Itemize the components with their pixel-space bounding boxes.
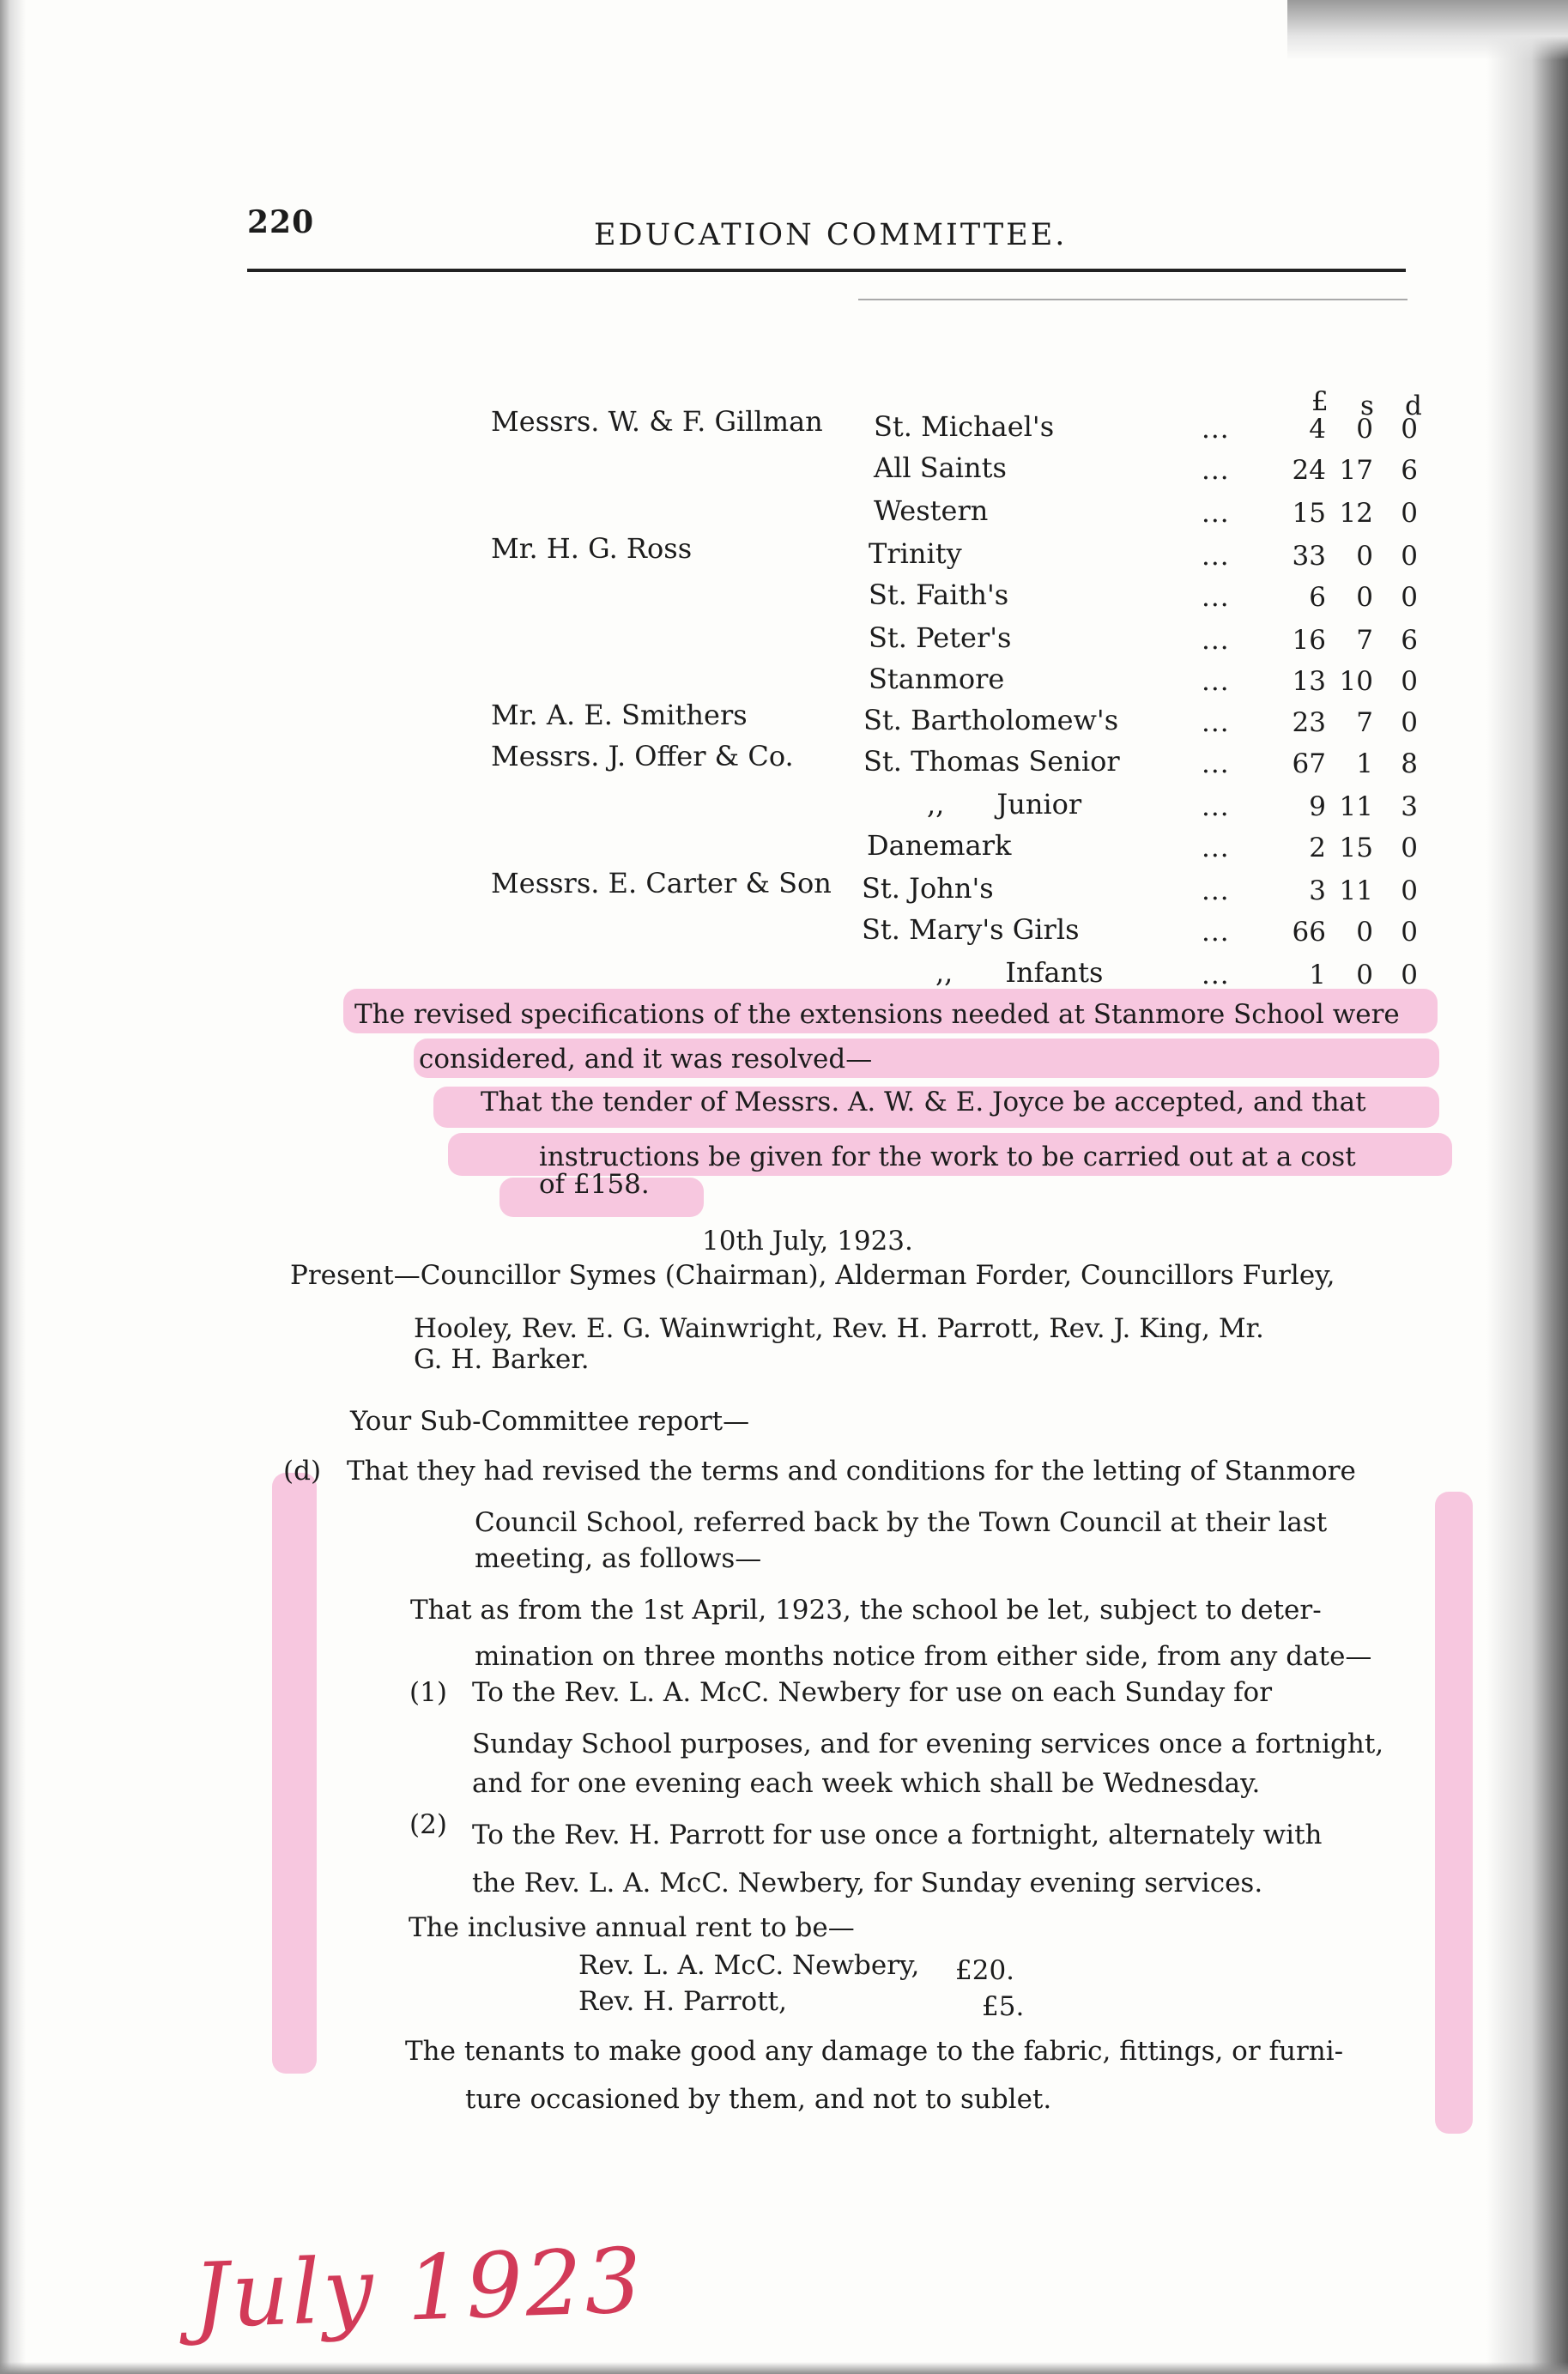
amount-pounds: 67 xyxy=(1292,748,1326,779)
school-name: St. Michael's xyxy=(874,410,1055,443)
amount-shillings: 0 xyxy=(1356,960,1373,990)
rent-2-name: Rev. H. Parrott, xyxy=(578,1986,787,2017)
school-name: Trinity xyxy=(869,537,962,570)
school-name: St. Thomas Senior xyxy=(863,745,1120,778)
item-d-line2: Council School, referred back by the Town Council at their last xyxy=(475,1507,1328,1538)
amount-shillings: 11 xyxy=(1339,791,1373,822)
condition-1-line1: To the Rev. L. A. McC. Newbery for use on each Sunday for xyxy=(472,1677,1273,1708)
amount-shillings: 0 xyxy=(1356,541,1373,572)
amount-pounds: 23 xyxy=(1292,707,1326,738)
rent-1-name: Rev. L. A. McC. Newbery, xyxy=(578,1950,920,1981)
amount-pounds: 2 xyxy=(1309,833,1326,863)
page-edge-right xyxy=(1486,0,1568,2374)
present-line2: Hooley, Rev. E. G. Wainwright, Rev. H. Parrott, Rev. J. King, Mr. xyxy=(414,1313,1264,1344)
rent-2-amount: £5. xyxy=(982,1991,1025,2022)
col-header-pence: d xyxy=(1405,391,1422,421)
contractor-name: Messrs. J. Offer & Co. xyxy=(491,740,794,772)
amount-pounds: 16 xyxy=(1292,625,1326,656)
page-title: EDUCATION COMMITTEE. xyxy=(594,218,1068,252)
resolution-line3: of £158. xyxy=(539,1169,650,1200)
rent-1-amount: £20. xyxy=(955,1955,1015,1986)
amount-pounds: 4 xyxy=(1309,414,1326,445)
amount-pence: 0 xyxy=(1401,414,1418,445)
amount-shillings: 7 xyxy=(1356,707,1373,738)
leader-dots: ... xyxy=(1202,875,1230,906)
leader-dots: ... xyxy=(1202,791,1230,822)
leader-dots: ... xyxy=(1202,455,1230,486)
school-name: St. Faith's xyxy=(869,578,1009,611)
leader-dots: ... xyxy=(1202,498,1230,529)
meeting-date: 10th July, 1923. xyxy=(702,1226,913,1257)
present-line3: G. H. Barker. xyxy=(414,1344,590,1375)
amount-pounds: 15 xyxy=(1292,498,1326,529)
terms-line2: mination on three months notice from either side, from any date— xyxy=(475,1641,1372,1672)
amount-pence: 0 xyxy=(1401,875,1418,906)
amount-shillings: 17 xyxy=(1339,455,1373,486)
page-number: 220 xyxy=(247,204,315,240)
header-rule xyxy=(247,269,1406,272)
condition-2-marker: (2) xyxy=(409,1809,447,1840)
amount-pounds: 1 xyxy=(1309,960,1326,990)
contractor-name: Messrs. W. & F. Gillman xyxy=(491,405,823,438)
amount-pence: 6 xyxy=(1401,625,1418,656)
leader-dots: ... xyxy=(1202,582,1230,613)
school-name: St. Mary's Girls xyxy=(862,913,1080,946)
amount-pence: 0 xyxy=(1401,498,1418,529)
contractor-name: Mr. H. G. Ross xyxy=(491,532,693,565)
school-name: St. Peter's xyxy=(869,621,1012,654)
leader-dots: ... xyxy=(1202,707,1230,738)
condition-2-line1: To the Rev. H. Parrott for use once a fortnight, alternately with xyxy=(472,1820,1323,1850)
amount-shillings: 10 xyxy=(1339,666,1373,697)
amount-shillings: 12 xyxy=(1339,498,1373,529)
contractor-name: Mr. A. E. Smithers xyxy=(491,699,748,731)
tenants-line1: The tenants to make good any damage to the fabric, fittings, or furni- xyxy=(405,2036,1344,2067)
page-edge-bottom xyxy=(0,2362,1568,2374)
header-rule-faint xyxy=(858,299,1408,300)
leader-dots: ... xyxy=(1202,833,1230,863)
amount-pounds: 13 xyxy=(1292,666,1326,697)
col-header-pounds: £ xyxy=(1311,386,1329,417)
rent-intro: The inclusive annual rent to be— xyxy=(409,1912,855,1943)
leader-dots: ... xyxy=(1202,917,1230,948)
amount-pounds: 66 xyxy=(1292,917,1326,948)
school-name: Stanmore xyxy=(869,663,1005,695)
amount-pence: 0 xyxy=(1401,707,1418,738)
present-line1: Present—Councillor Symes (Chairman), Alderman Forder, Councillors Furley, xyxy=(290,1260,1335,1291)
school-name: Western xyxy=(874,494,989,527)
amount-shillings: 1 xyxy=(1356,748,1373,779)
condition-1-line3: and for one evening each week which shall be Wednesday. xyxy=(472,1768,1261,1799)
condition-1-marker: (1) xyxy=(409,1677,447,1708)
amount-pence: 0 xyxy=(1401,960,1418,990)
highlight-margin-left xyxy=(272,1473,317,2074)
amount-pence: 0 xyxy=(1401,541,1418,572)
col-header-shillings: s xyxy=(1360,391,1374,421)
school-name: St. Bartholomew's xyxy=(863,704,1119,736)
contractor-name: Messrs. E. Carter & Son xyxy=(491,867,832,899)
leader-dots: ... xyxy=(1202,541,1230,572)
resolution-line2: instructions be given for the work to be carried out at a cost xyxy=(539,1142,1356,1172)
school-name: ,, Junior xyxy=(927,788,1082,821)
amount-shillings: 7 xyxy=(1356,625,1373,656)
amount-pence: 0 xyxy=(1401,833,1418,863)
highlight-margin-right xyxy=(1435,1492,1473,2134)
terms-line1: That as from the 1st April, 1923, the school be let, subject to deter- xyxy=(410,1595,1322,1626)
leader-dots: ... xyxy=(1202,414,1230,445)
page-edge-top xyxy=(1287,0,1568,60)
item-d-marker: (d) xyxy=(283,1456,322,1487)
stanmore-para-line1: The revised specifications of the extensions needed at Stanmore School were xyxy=(354,999,1400,1030)
amount-shillings: 15 xyxy=(1339,833,1373,863)
amount-shillings: 0 xyxy=(1356,582,1373,613)
school-name: ,, Infants xyxy=(935,956,1104,989)
item-d-line3: meeting, as follows— xyxy=(475,1543,762,1574)
school-name: Danemark xyxy=(867,829,1012,862)
amount-pounds: 33 xyxy=(1292,541,1326,572)
amount-pence: 0 xyxy=(1401,666,1418,697)
leader-dots: ... xyxy=(1202,625,1230,656)
leader-dots: ... xyxy=(1202,666,1230,697)
amount-pence: 3 xyxy=(1401,791,1418,822)
condition-2-line2: the Rev. L. A. McC. Newbery, for Sunday evening services. xyxy=(472,1868,1263,1899)
amount-pounds: 6 xyxy=(1309,582,1326,613)
amount-pounds: 24 xyxy=(1292,455,1326,486)
leader-dots: ... xyxy=(1202,748,1230,779)
item-d-line1: That they had revised the terms and conditions for the letting of Stanmore xyxy=(347,1456,1356,1487)
tenants-line2: ture occasioned by them, and not to sublet. xyxy=(465,2084,1052,2115)
stanmore-para-line2: considered, and it was resolved— xyxy=(419,1044,873,1075)
report-intro: Your Sub-Committee report— xyxy=(350,1406,750,1437)
amount-shillings: 11 xyxy=(1339,875,1373,906)
leader-dots: ... xyxy=(1202,960,1230,990)
amount-pounds: 9 xyxy=(1309,791,1326,822)
resolution-line1: That the tender of Messrs. A. W. & E. Joyce be accepted, and that xyxy=(481,1087,1366,1117)
amount-shillings: 0 xyxy=(1356,414,1373,445)
amount-pence: 0 xyxy=(1401,917,1418,948)
page-edge-left xyxy=(0,0,26,2374)
amount-pence: 0 xyxy=(1401,582,1418,613)
school-name: All Saints xyxy=(874,451,1007,484)
handwritten-date: July 1923 xyxy=(191,2227,646,2349)
amount-pounds: 3 xyxy=(1309,875,1326,906)
amount-pence: 8 xyxy=(1401,748,1418,779)
amount-shillings: 0 xyxy=(1356,917,1373,948)
amount-pence: 6 xyxy=(1401,455,1418,486)
school-name: St. John's xyxy=(862,872,994,905)
condition-1-line2: Sunday School purposes, and for evening services once a fortnight, xyxy=(472,1729,1384,1759)
